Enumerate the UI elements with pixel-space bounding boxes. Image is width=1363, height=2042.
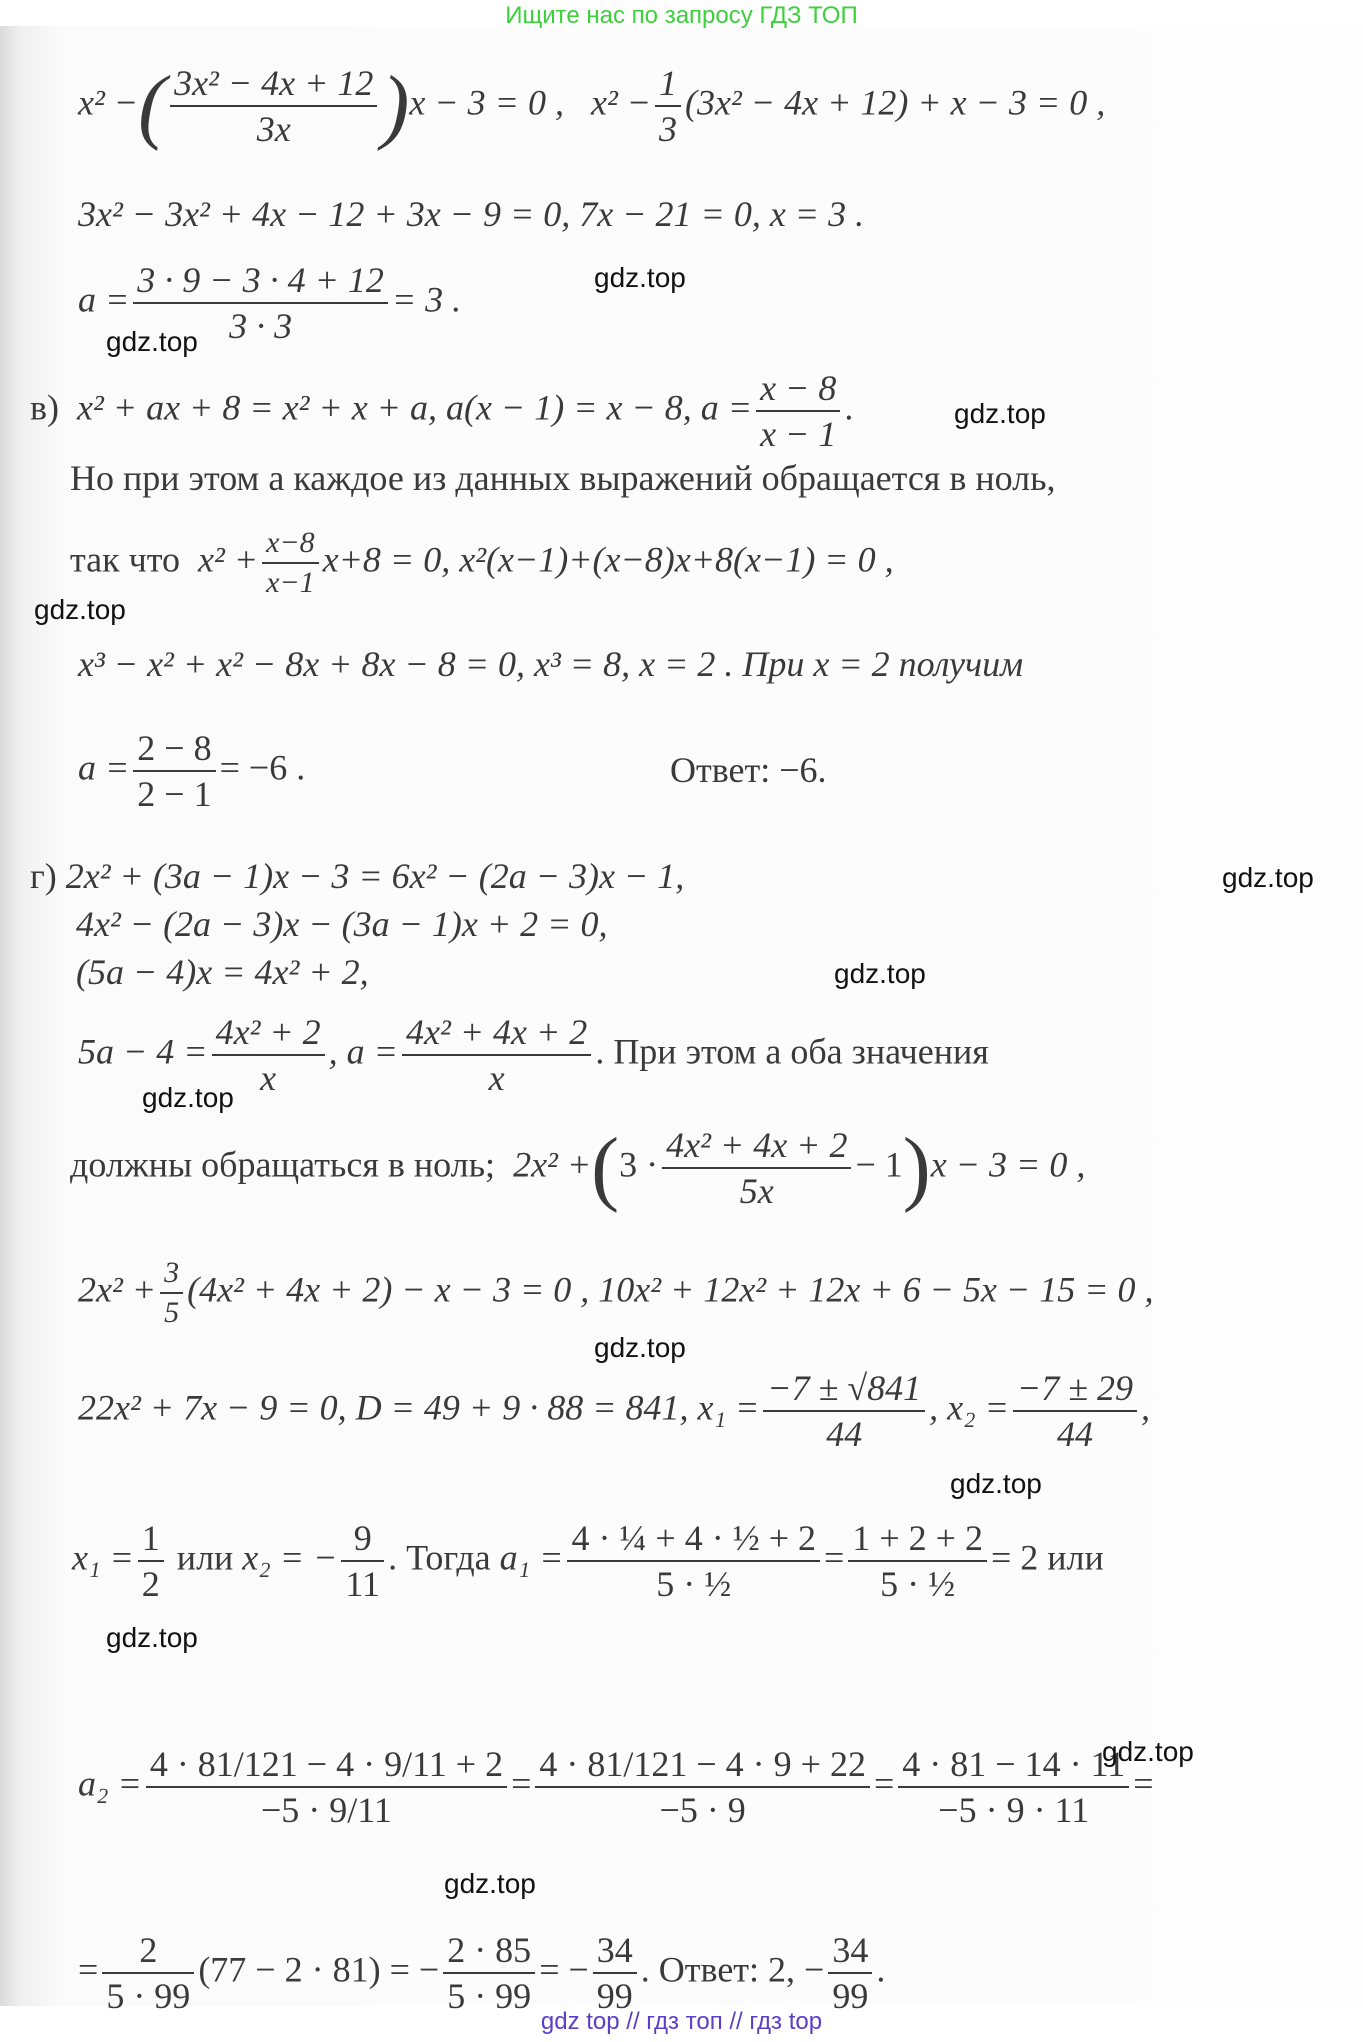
x2-fraction: $\frac{9}{11}$	[341, 1520, 384, 1602]
watermark: gdz.top	[106, 326, 198, 357]
a1-fraction-2: $\frac{1 + 2 + 2}{\text{5 · ½}}$	[848, 1520, 987, 1602]
part-v-label: в)	[30, 387, 59, 428]
l10-fraction-3: $\frac{34}{99}$	[593, 1932, 637, 2014]
eq2-left: x² −	[590, 82, 652, 123]
part-g-line-10: = $\frac{2}{5 \cdot 99}$ (77 − 2 · 81) = − $\frac{2 \cdot 85}{5 \cdot 99}$ = − $\frac{34}{99}$ . Ответ: 2, − $\frac{34}{99}$ .	[78, 1930, 886, 2016]
part-g-line-1: г) 2x² + (3a − 1)x − 3 = 6x² − (2a − 3)x − 1,	[30, 856, 685, 896]
part-v-text-fraction: $\frac{x-8}{x-1}$	[262, 528, 319, 598]
top-banner[interactable]: Ищите нас по запросу ГДЗ ТОП	[505, 2, 858, 29]
l7-fraction-1: $\frac{-7 \pm √841}{44}$	[763, 1370, 925, 1452]
l10-fraction-1: $\frac{2}{5 \cdot 99}$	[102, 1932, 194, 2014]
bottom-banner[interactable]: gdz top // гдз топ // гдз top	[540, 2008, 823, 2035]
eq1-right: x − 3 = 0 ,	[409, 82, 564, 123]
part-v-a-fraction: $\frac{2 - 8}{2 - 1}$	[133, 730, 215, 812]
part-g-line-5: должны обращаться в ноль; 2x² +(3 · $\frac{\text{4x² + 4x + 2}}{5x}$ − 1)x − 3 = 0 ,	[70, 1121, 1086, 1214]
l5-fraction: $\frac{\text{4x² + 4x + 2}}{5x}$	[662, 1127, 851, 1209]
a2-fraction-2: $\frac{4 \cdot 81/121 - 4 \cdot 9 + 22}{-5 \cdot 9}$	[535, 1746, 870, 1828]
eq2-fraction: $\frac{1}{3}$	[655, 65, 681, 147]
part-v-line-3: x³ − x² + x² − 8x + 8x − 8 = 0, x³ = 8, x = 2 . При x = 2 получим	[78, 644, 1024, 684]
l4-fraction-2: $\frac{\text{4x² + 4x + 2}}{x}$	[402, 1014, 591, 1096]
a-fraction: $\frac{3 \cdot 9 - 3 \cdot 4 + 12}{3 \cdot 3}$	[133, 262, 388, 344]
part-g-line-3: (5a − 4)x = 4x² + 2,	[76, 952, 369, 992]
watermark: gdz.top	[594, 262, 686, 293]
part-g-line-9: a₂ = $\frac{4 \cdot 81/121 - 4 \cdot 9/11 + 2}{-5 \cdot 9/11}$ = $\frac{4 \cdot 81/121 - 4 \cdot 9 + 22}{-5 \cdot 9}$ = $\frac{4 \cdot 81 - 14 \cdot 11}{-5 \cdot 9 \cdot 11}$ =	[78, 1744, 1154, 1830]
eq2-right: (3x² − 4x + 12) + x − 3 = 0 ,	[685, 82, 1106, 123]
l4-fraction-1: $\frac{\text{4x² + 2}}{x}$	[212, 1014, 325, 1096]
a-value-line: a = $\frac{3 \cdot 9 - 3 \cdot 4 + 12}{3 \cdot 3}$ = 3 .	[78, 260, 462, 346]
watermark: gdz.top	[834, 958, 926, 989]
watermark: gdz.top	[106, 1622, 198, 1653]
part-g-line-8: x₁ = $\frac{1}{2}$ или x₂ = − $\frac{9}{11}$ . Тогда a₁ = $\frac{\text{4 · ¼ + 4 · ½ + 2}}{\text{5 · ½}}$ = $\frac{1 + 2 + 2}{\text{5 · ½}}$ = 2 или	[72, 1518, 1104, 1604]
watermark: gdz.top	[142, 1082, 234, 1113]
watermark: gdz.top	[594, 1332, 686, 1363]
part-g-line-2: 4x² − (2a − 3)x − (3a − 1)x + 2 = 0,	[76, 904, 608, 944]
watermark: gdz.top	[1102, 1736, 1194, 1767]
final-answer: . Ответ: 2, −	[640, 1949, 825, 1990]
part-v-text-2: так что x² + $\frac{x-8}{x-1}$ x+8 = 0, x²(x−1)+(x−8)x+8(x−1) = 0 ,	[70, 526, 894, 599]
eq1-fraction: $\frac{\text{3x² − 4x + 12}}{3x}$	[170, 65, 377, 147]
watermark: gdz.top	[954, 398, 1046, 429]
watermark: gdz.top	[34, 594, 126, 625]
watermark: gdz.top	[950, 1468, 1042, 1499]
part-v-text-1: Но при этом a каждое из данных выражений обращается в ноль,	[70, 458, 1056, 498]
watermark: gdz.top	[1222, 862, 1314, 893]
part-g-line-7: 22x² + 7x − 9 = 0, D = 49 + 9 · 88 = 841, x₁ = $\frac{-7 \pm √841}{44}$ , x₂ = $\frac{-7 \pm 29}{44}$ ,	[78, 1368, 1150, 1454]
l6-fraction: $\frac{3}{5}$	[160, 1258, 183, 1328]
eq1-left: x² −	[78, 82, 139, 123]
a2-fraction-1: $\frac{4 \cdot 81/121 - 4 \cdot 9/11 + 2}{-5 \cdot 9/11}$	[146, 1746, 507, 1828]
watermark: gdz.top	[444, 1868, 536, 1899]
part-g-line-6: 2x² + $\frac{3}{5}$ (4x² + 4x + 2) − x − 3 = 0 , 10x² + 12x² + 12x + 6 − 5x − 15 = 0 ,	[78, 1256, 1154, 1329]
eq-line-2: 3x² − 3x² + 4x − 12 + 3x − 9 = 0, 7x − 21 = 0, x = 3 .	[78, 194, 865, 234]
part-v-fraction: $\frac{x - 8}{x - 1}$	[756, 370, 840, 452]
part-v-answer: Ответ: −6.	[670, 750, 827, 790]
part-v-a-line: a = $\frac{2 - 8}{2 - 1}$ = −6 .	[78, 728, 306, 814]
answer-fraction: $\frac{34}{99}$	[828, 1932, 872, 2014]
eq-line-1: x² −( $\frac{\text{3x² − 4x + 12}}{3x}$ )x − 3 = 0 , x² − $\frac{1}{3}$ (3x² − 4x + 12) + x − 3 = 0 ,	[78, 59, 1106, 152]
a1-fraction-1: $\frac{\text{4 · ¼ + 4 · ½ + 2}}{\text{5 · ½}}$	[567, 1520, 820, 1602]
part-v-line-1: в) x² + ax + 8 = x² + x + a, a(x − 1) = x − 8, a = $\frac{x - 8}{x - 1}$ .	[30, 368, 854, 454]
a2-fraction-3: $\frac{4 \cdot 81 - 14 \cdot 11}{-5 \cdot 9 \cdot 11}$	[898, 1746, 1129, 1828]
part-g-label: г)	[30, 856, 57, 896]
part-g-line-4: 5a − 4 = $\frac{\text{4x² + 2}}{x}$ , a = $\frac{\text{4x² + 4x + 2}}{x}$ . При этом a оба значения	[78, 1012, 989, 1098]
l10-fraction-2: $\frac{2 \cdot 85}{5 \cdot 99}$	[443, 1932, 535, 2014]
l7-fraction-2: $\frac{-7 \pm 29}{44}$	[1013, 1370, 1137, 1452]
x1-fraction: $\frac{1}{2}$	[138, 1520, 164, 1602]
